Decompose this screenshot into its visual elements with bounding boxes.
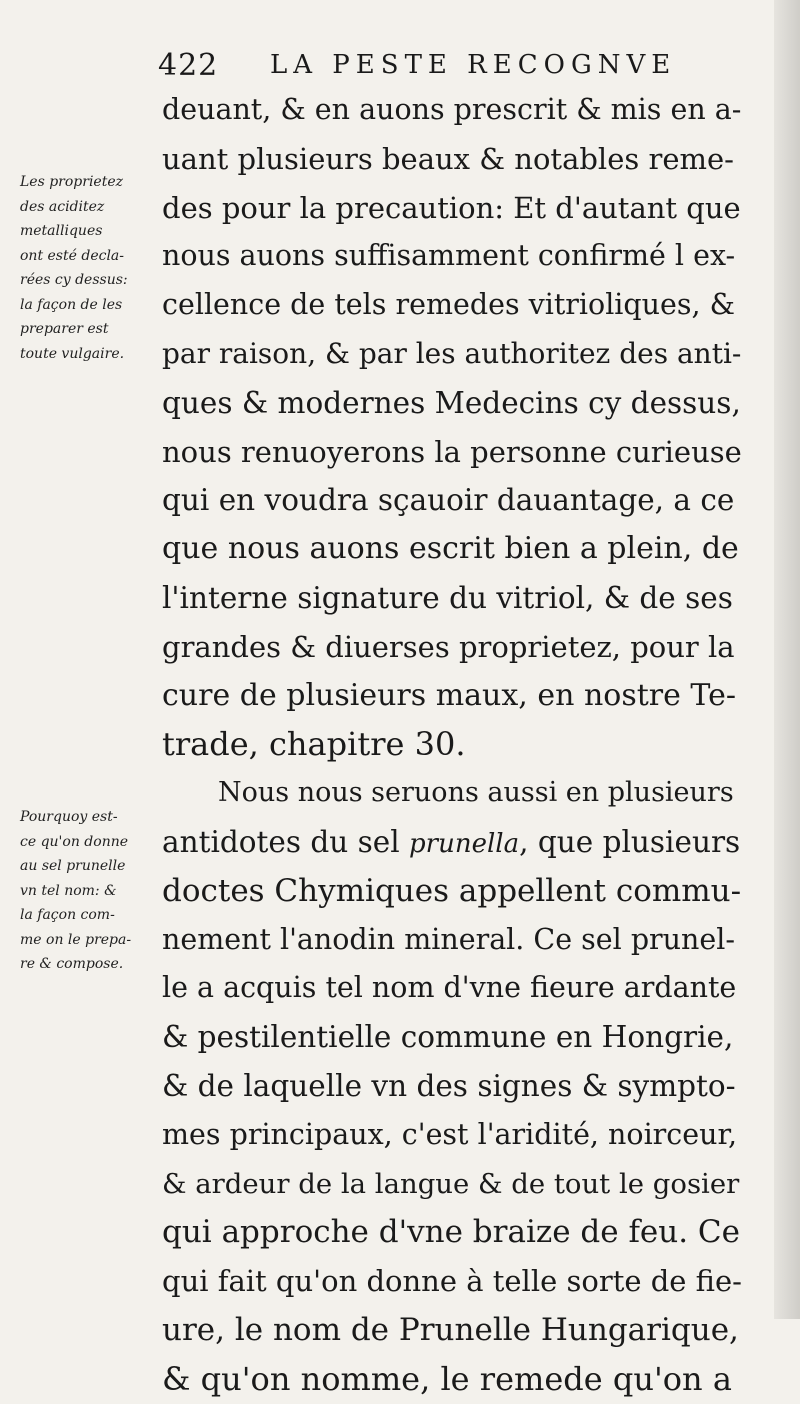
marginal-line: des aciditez — [20, 198, 105, 215]
text-line: l'interne signature du vitriol, & de ses — [162, 580, 733, 615]
text-line: trade, chapitre 30. — [162, 725, 466, 764]
text-line: deuant, & en auons prescrit & mis en a- — [162, 93, 742, 126]
body-text — [162, 86, 742, 1404]
text-line: nement l'anodin mineral. Ce sel prunel- — [162, 922, 736, 956]
marginal-line: toute vulgaire. — [20, 345, 125, 362]
text-line: nous renuoyerons la personne curieuse — [162, 434, 742, 469]
text-line: ques & modernes Medecins cy dessus, — [162, 385, 741, 420]
marginal-line: ce qu'on donne — [20, 833, 129, 850]
text-line: & ardeur de la langue & de tout le gosier — [162, 1167, 740, 1200]
page-number: 422 — [158, 48, 219, 83]
page-edge — [774, 0, 800, 1319]
page-header — [158, 48, 718, 88]
marginal-line: me on le prepa- — [20, 931, 132, 948]
text-line: doctes Chymiques appellent commu- — [162, 872, 742, 909]
marginal-line: preparer est — [20, 321, 109, 337]
text-line: cellence de tels remedes vitrioliques, & — [162, 288, 736, 322]
text-line: nous auons suffisamment confirmé l ex- — [162, 239, 736, 273]
text-line: ure, le nom de Prunelle Hungarique, — [162, 1311, 739, 1348]
marginal-line: ont esté decla- — [20, 247, 124, 264]
text-line — [162, 818, 742, 867]
marginal-line: re & compose. — [20, 956, 124, 972]
marginal-line: rées cy dessus: — [20, 272, 128, 288]
marginal-line: Les proprietez — [20, 174, 124, 190]
marginal-line: la façon de les — [20, 296, 123, 313]
text-line: qui fait qu'on donne à telle sorte de fie- — [162, 1264, 742, 1299]
marginal-note-2 — [20, 805, 170, 977]
text-line: uant plusieurs beaux & notables reme- — [162, 141, 734, 176]
text-line: par raison, & par les authoritez des anti- — [162, 336, 742, 370]
text-line: le a acquis tel nom d'vne fieure ardante — [162, 971, 737, 1005]
text-line: des pour la precaution: Et d'autant que — [162, 190, 741, 225]
text-line: grandes & diuerses proprietez, pour la — [162, 629, 735, 664]
marginal-line: au sel prunelle — [20, 858, 126, 874]
marginal-line: vn tel nom: & — [20, 882, 117, 899]
marginal-note-1 — [20, 170, 170, 366]
text-line: qui en voudra sçauoir dauantage, a ce — [162, 483, 735, 518]
text-line: que nous auons escrit bien a plein, de — [162, 531, 739, 567]
text-line: mes principaux, c'est l'aridité, noirceur, — [162, 1117, 738, 1151]
marginal-line: Pourquoy est- — [20, 809, 118, 825]
running-head: LA PESTE RECOGNVE — [270, 50, 677, 80]
text-line: & qu'on nomme, le remede qu'on a — [162, 1359, 732, 1398]
text-segment: antidotes du sel — [162, 824, 410, 859]
text-segment: , que plusieurs — [519, 824, 741, 859]
paragraph-start-line: Nous nous seruons aussi en plusieurs — [218, 777, 734, 809]
text-line: & pestilentielle commune en Hongrie, — [162, 1020, 734, 1055]
italic-term: prunella — [409, 828, 520, 859]
text-line: qui approche d'vne braize de feu. Ce — [162, 1214, 740, 1251]
marginal-line: la façon com- — [20, 907, 115, 923]
text-line: cure de plusieurs maux, en nostre Te- — [162, 677, 736, 713]
text-line: & de laquelle vn des signes & sympto- — [162, 1068, 736, 1103]
marginal-line: metalliques — [20, 223, 103, 239]
